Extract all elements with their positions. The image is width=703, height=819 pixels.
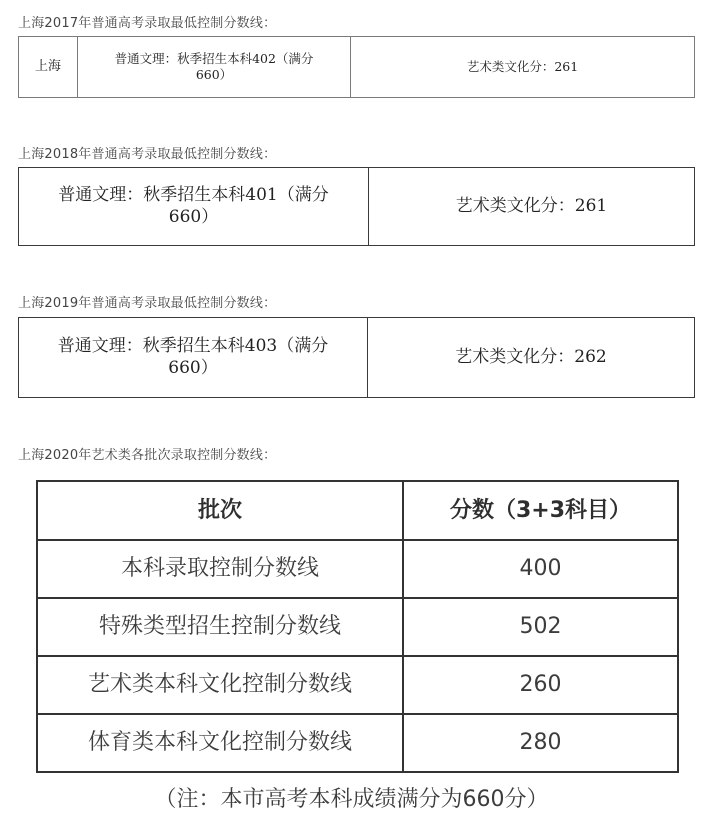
art-score-cell: 艺术类文化分：261 (351, 37, 695, 98)
region-cell: 上海 (19, 37, 78, 98)
table-row (37, 714, 678, 772)
score-table-2017 (18, 36, 695, 98)
general-score-line1: 普通文理：秋季招生本科403（满分 (57, 336, 329, 357)
footnote: （注：本市高考本科成绩满分为660分） (154, 787, 549, 812)
art-score-cell: 艺术类文化分：261 (369, 168, 695, 246)
general-score-line2: 660） (168, 206, 219, 227)
general-score-line1: 普通文理：秋季招生本科402（满分 (114, 51, 314, 67)
batch-name-cell: 体育类本科文化控制分数线 (37, 714, 403, 772)
score-table-2019 (18, 317, 695, 398)
general-score-line2: 660） (168, 357, 218, 378)
art-score-cell: 艺术类文化分：262 (368, 318, 695, 398)
caption-2019: 上海2019年普通高考录取最低控制分数线： (18, 296, 277, 311)
score-table-2018 (18, 167, 695, 246)
batch-score-cell: 280 (403, 714, 678, 772)
batch-score-cell: 400 (403, 540, 678, 598)
art-batch-table-2020 (36, 480, 679, 773)
caption-2017: 上海2017年普通高考录取最低控制分数线： (18, 16, 277, 31)
table-header-row (37, 481, 678, 540)
table-row (37, 656, 678, 714)
caption-2020: 上海2020年艺术类各批次录取控制分数线： (18, 448, 277, 463)
header-score: 分数（3+3科目） (403, 481, 678, 540)
table-row (37, 540, 678, 598)
batch-name-cell: 艺术类本科文化控制分数线 (37, 656, 403, 714)
general-score-cell (78, 37, 351, 98)
header-batch: 批次 (37, 481, 403, 540)
general-score-cell (19, 168, 369, 246)
batch-name-cell: 本科录取控制分数线 (37, 540, 403, 598)
general-score-line1: 普通文理：秋季招生本科401（满分 (58, 185, 329, 206)
batch-name-cell: 特殊类型招生控制分数线 (37, 598, 403, 656)
general-score-cell (19, 318, 368, 398)
batch-score-cell: 260 (403, 656, 678, 714)
caption-2018: 上海2018年普通高考录取最低控制分数线： (18, 147, 277, 162)
table-row (37, 598, 678, 656)
general-score-line2: 660） (195, 67, 233, 82)
batch-score-cell: 502 (403, 598, 678, 656)
